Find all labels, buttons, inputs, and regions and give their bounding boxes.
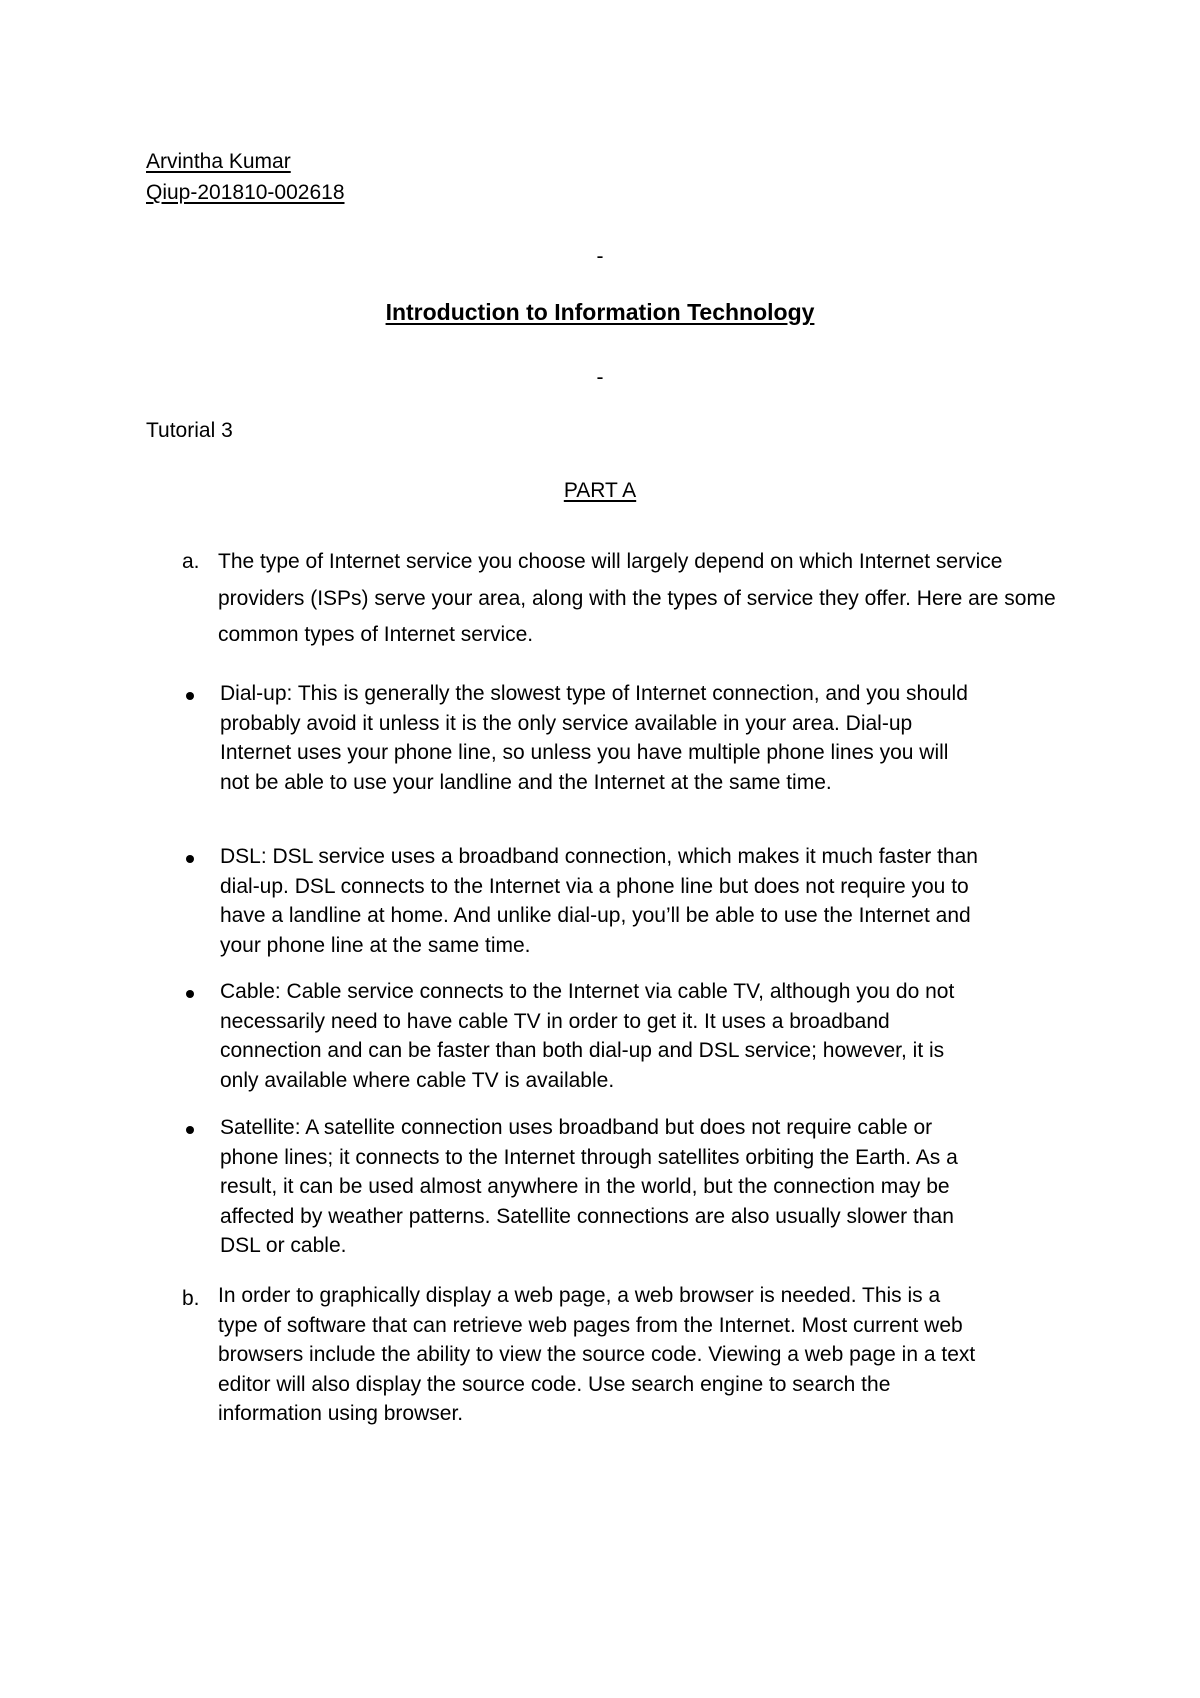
bullet-satellite: Satellite: A satellite connection uses broadband but does not require cable or phone lines; it connects to the Internet through satellites orbiting the Earth. As a result, it can be used almost anywhere in the world, but the connection may be affected by weather patterns. Satellite connections are also usually slower than DSL or cable.: [220, 1116, 958, 1258]
separator-bottom: -: [596, 366, 604, 389]
tutorial-label: Tutorial 3: [146, 419, 233, 442]
bullet-dsl: DSL: DSL service uses a broadband connection, which makes it much faster than dial-up. DSL connects to the Internet via a phone line but does not require you to have a landline at home. And unlike dial-up, you’ll be able to use the Internet and your phone line at the same time.: [220, 845, 978, 957]
item-b-text: In order to graphically display a web page, a web browser is needed. This is a type of software that can retrieve web pages from the Internet. Most current web browsers include the ability to view the source code. Viewing a web page in a text editor will also display the source code. Use search engine to search the information using browser.: [218, 1284, 976, 1426]
bullet-dial-up: Dial-up: This is generally the slowest type of Internet connection, and you should probably avoid it unless it is the only service available in your area. Dial-up Internet uses your phone line, so unless you have multiple phone lines you will not be able to use your landline and the Internet at the same time.: [220, 682, 968, 794]
item-b-marker: b.: [182, 1287, 200, 1310]
bullet-cable: Cable: Cable service connects to the Internet via cable TV, although you do not necessarily need to have cable TV in order to get it. It uses a broadband connection and can be faster than both dial-up and DSL service; however, it is only available where cable TV is available.: [220, 980, 955, 1092]
student-id: Qiup-201810-002618: [146, 181, 345, 204]
bullet-dot: [186, 1126, 194, 1134]
item-a-text: The type of Internet service you choose will largely depend on which Internet service providers (ISPs) serve your area, along with the types of service they offer. Here are some common types of Internet service.: [218, 550, 1056, 646]
bullet-dot: [186, 855, 194, 863]
separator-top: -: [596, 245, 604, 268]
bullet-dot: [186, 692, 194, 700]
document-title: Introduction to Information Technology: [385, 299, 815, 325]
bullet-dot: [186, 990, 194, 998]
item-a-marker: a.: [182, 550, 200, 573]
author-name: Arvintha Kumar: [146, 150, 291, 173]
part-heading: PART A: [563, 479, 637, 502]
